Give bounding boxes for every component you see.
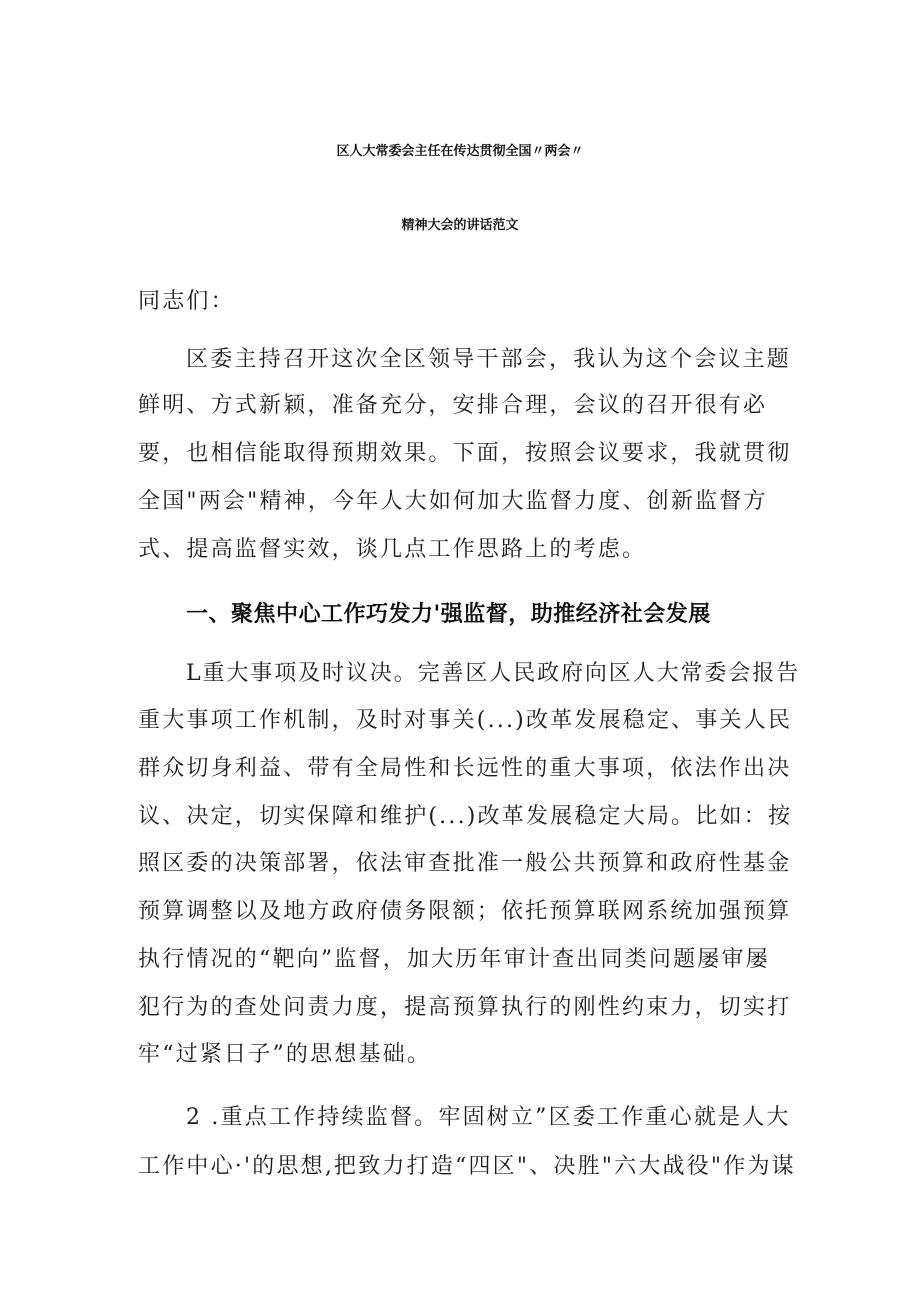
item-1-line-5: 照区委的决策部署，依法审查批准一般公共预算和政府性基金 [138, 851, 792, 876]
item-1-line-7: 执行情况的“靶向”监督，加大历年审计查出同类问题屡审屡 [138, 947, 770, 972]
item-1-line-1: L重大事项及时议决。完善区人民政府向区人大常委会报告 [186, 661, 801, 686]
item-1-line-3: 群众切身利益、带有全局性和长远性的重大事项，依法作出决 [138, 756, 792, 781]
item-1-line-9: 牢“过紧日子”的思想基础。 [138, 1042, 432, 1067]
salutation: 同志们： [138, 289, 235, 314]
item-1-line-8: 犯行为的查处问责力度，提高预算执行的刚性约束力，切实打 [138, 995, 792, 1020]
item-1-line-2: 重大事项工作机制，及时对事关(...)改革发展稳定、事关人民 [138, 708, 793, 733]
intro-line-3: 要，也相信能取得预期效果。下面，按照会议要求，我就贯彻 [138, 441, 792, 466]
section-1-heading: 一、聚焦中心工作巧发力'强监督，助推经济社会发展 [186, 602, 711, 627]
intro-line-5: 式、提高监督实效，谈几点工作思路上的考虑。 [138, 537, 647, 562]
intro-line-2: 鲜明、方式新颖，准备充分，安排合理，会议的召开很有必 [138, 393, 768, 418]
intro-line-1: 区委主持召开这次全区领导干部会，我认为这个会议主题 [186, 347, 792, 372]
document-title-line-2: 精神大会的讲话范文 [401, 218, 519, 233]
item-2-line-2: 工作中心·'的思想,把致力打造“四区"、决胜"六大战役"作为谋 [138, 1154, 796, 1179]
item-2-line-1: 2 .重点工作持续监督。牢固树立”区委工作重心就是人大 [186, 1105, 791, 1130]
item-1-line-6: 预算调整以及地方政府债务限额；依托预算联网系统加强预算 [138, 899, 792, 924]
document-title-line-1: 区人大常委会主任在传达贯彻全国〃两会〃 [336, 144, 584, 159]
intro-line-4: 全国"两会"精神，今年人大如何加大监督力度、创新监督方 [138, 489, 768, 514]
item-1-line-4: 议、决定，切实保障和维护(...)改革发展稳定大局。比如：按 [138, 804, 793, 829]
